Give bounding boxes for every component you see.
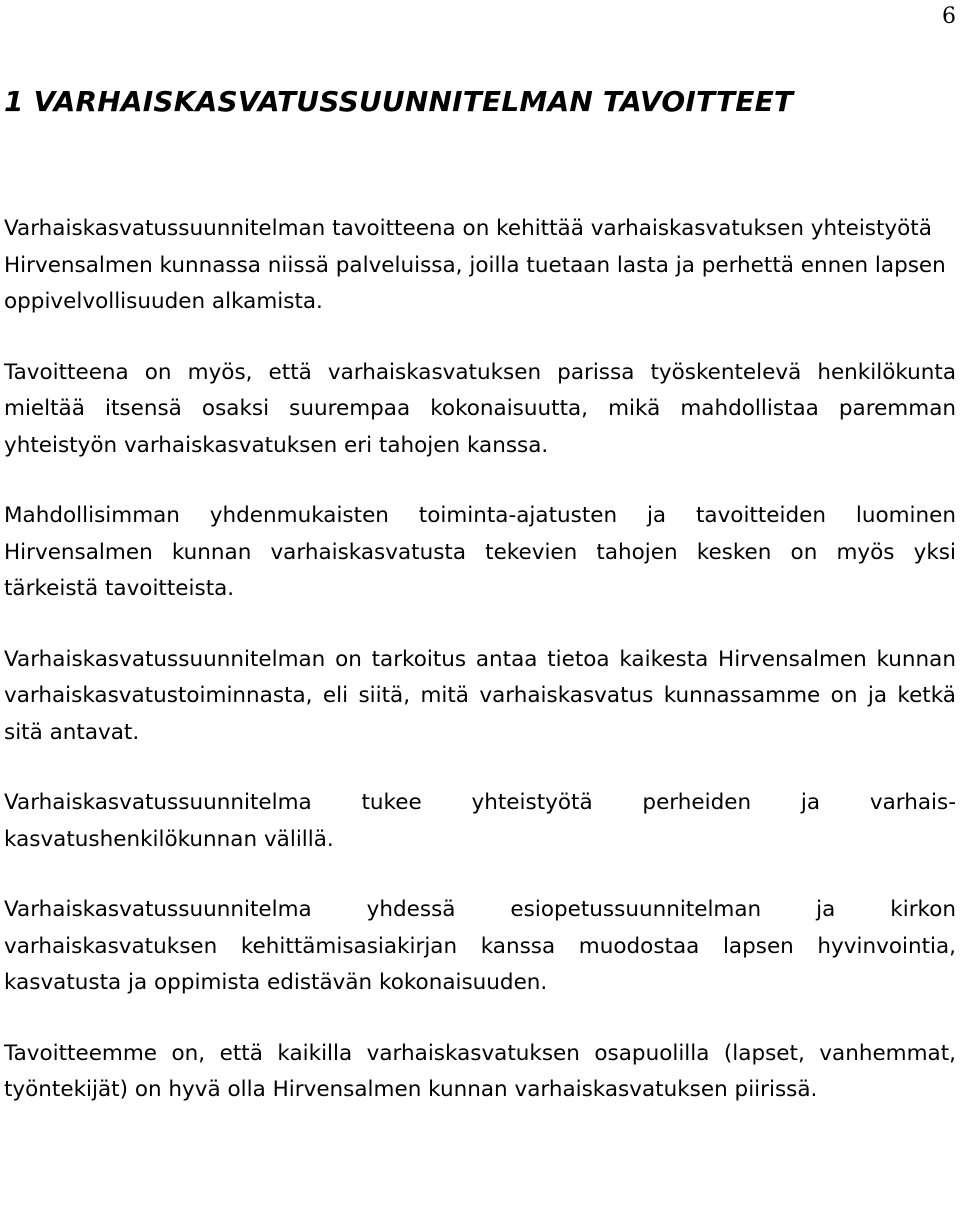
paragraph-cooperation: Varhaiskasvatussuunnitelma tukee yhteistyötä perheiden ja varhaiskasvatushenkilökunnan välillä. xyxy=(4,790,956,852)
paragraph-wellbeing: Tavoitteemme on, että kaikilla varhaiskasvatuksen osapuolilla (lapset, vanhemmat, työntekijät) on hyvä olla Hirvensalmen kunnan varhaiskasvatuksen piirissä. xyxy=(4,1040,956,1102)
paragraph-goal: Varhaiskasvatussuunnitelman tavoitteena on kehittää varhaiskasvatuksen yhteistyötä Hirvensalmen kunnassa niissä palveluissa, joilla tuetaan lasta ja perhettä ennen lapsen oppivelvollisuuden alkamista. xyxy=(4,216,946,314)
section-heading: 1 VARHAISKASVATUSSUUNNITELMAN TAVOITTEET xyxy=(4,85,794,118)
page-number: 6 xyxy=(942,4,956,29)
paragraph-whole: Varhaiskasvatussuunnitelma yhdessä esiopetussuunnitelman ja kirkon varhaiskasvatuksen kehittämisasiakirjan kanssa muodostaa lapsen hyvinvointia, kasvatusta ja oppimista edistävän kokonaisuuden. xyxy=(4,897,956,995)
paragraph-staff: Tavoitteena on myös, että varhaiskasvatuksen parissa työskentelevä henkilökunta mieltää itsensä osaksi suurempaa kokonaisuutta, mikä mahdollistaa paremman yhteistyön varhaiskasvatuksen eri tahojen kanssa. xyxy=(4,359,956,458)
paragraph-uniform-ideas: Mahdollisimman yhdenmukaisten toiminta-ajatusten ja tavoitteiden luominen Hirvensalmen kunnan varhaiskasvatusta tekevien tahojen kesken on myös yksi tärkeistä tavoitteista. xyxy=(4,503,956,601)
paragraph-purpose: Varhaiskasvatussuunnitelman on tarkoitus antaa tietoa kaikesta Hirvensalmen kunnan varhaiskasvatustoiminnasta, eli siitä, mitä varhaiskasvatus kunnassamme on ja ketkä sitä antavat. xyxy=(4,646,956,745)
body-text xyxy=(4,211,956,1143)
